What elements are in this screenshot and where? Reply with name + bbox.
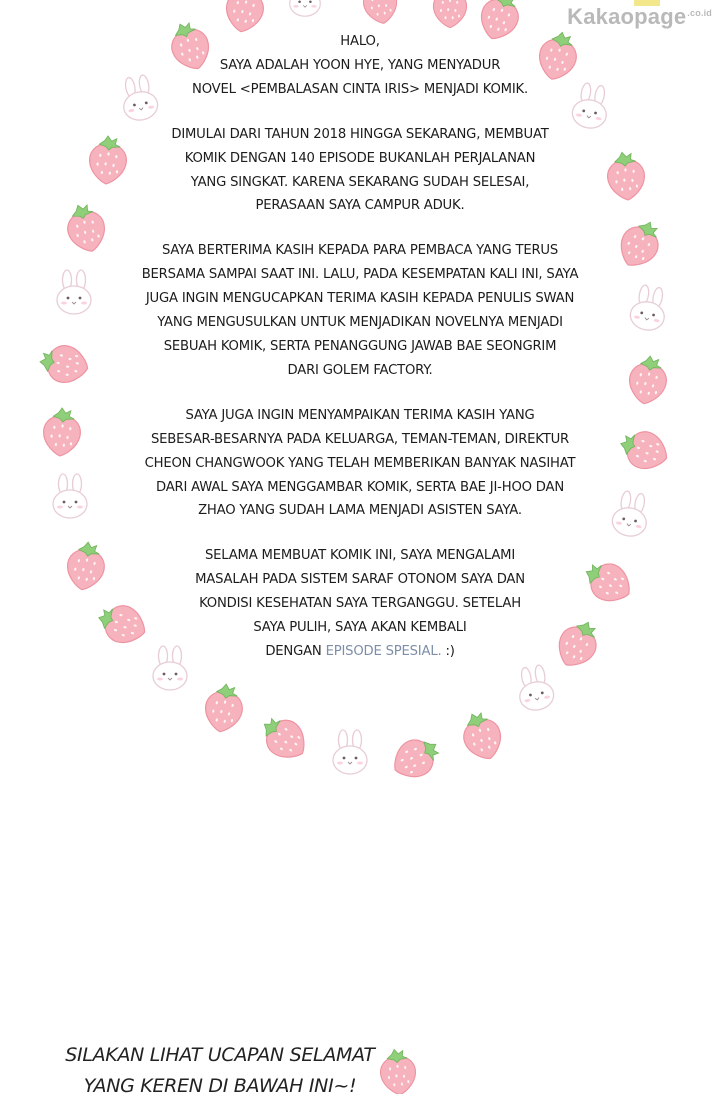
message-line: CHEON CHANGWOOK YANG TELAH MEMBERIKAN BANYAK NASIHAT: [144, 455, 576, 471]
bunny-icon: [53, 474, 87, 518]
message-line: NOVEL <PEMBALASAN CINTA IRIS> MENJADI KOMIK.: [192, 81, 528, 97]
footer-strawberry-icon: [378, 1048, 418, 1094]
strawberry-icon: [360, 0, 400, 26]
message-line: DARI GOLEM FACTORY.: [287, 362, 433, 378]
special-episode-link[interactable]: EPISODE SPESIAL.: [325, 643, 442, 659]
message-line: KONDISI KESEHATAN SAYA TERGANGGU. SETELAH: [199, 596, 521, 612]
strawberry-icon: [254, 708, 314, 767]
message-line: SAYA ADALAH YOON HYE, YANG MENYADUR: [219, 57, 501, 73]
message-line: [120, 640, 600, 664]
strawberry-icon: [433, 0, 466, 28]
watermark-suffix: .co.id: [687, 7, 712, 18]
message-line-prefix: DENGAN: [265, 643, 326, 659]
message-paragraph: [120, 404, 600, 524]
message-paragraph: [120, 544, 600, 664]
message-line: YANG SINGKAT. KARENA SEKARANG SUDAH SELESAI,: [190, 174, 530, 190]
strawberry-icon: [615, 425, 673, 476]
bunny-icon: [610, 489, 651, 538]
message-line: DIMULAI DARI TAHUN 2018 HINGGA SEKARANG, MEMBUAT: [171, 126, 549, 142]
message-line: PERASAAN SAYA CAMPUR ADUK.: [255, 198, 465, 214]
bunny-icon: [290, 0, 321, 16]
strawberry-icon: [606, 150, 647, 201]
message-line: SAYA JUGA INGIN MENYAMPAIKAN TERIMA KASIH YANG: [185, 407, 535, 423]
strawberry-icon: [37, 342, 91, 387]
bunny-icon: [57, 270, 91, 314]
strawberry-icon: [379, 1048, 418, 1094]
strawberry-icon: [457, 707, 508, 765]
message-line: SELAMA MEMBUAT KOMIK INI, SAYA MENGALAMI: [204, 548, 516, 564]
message-line: DARI AWAL SAYA MENGGAMBAR KOMIK, SERTA BAE JI-HOO DAN: [155, 479, 565, 495]
message-line: KOMIK DENGAN 140 EPISODE BUKANLAH PERJALANAN: [184, 150, 536, 166]
strawberry-icon: [62, 200, 110, 256]
message-line: JUGA INGIN MENGUCAPKAN TERIMA KASIH KEPADA PENULIS SWAN: [145, 291, 575, 307]
message-line: SEBUAH KOMIK, SERTA PENANGGUNG JAWAB BAE SEONGRIM: [163, 338, 557, 354]
strawberry-icon: [626, 353, 671, 407]
author-message: [120, 30, 600, 685]
message-line: SAYA PULIH, SAYA AKAN KEMBALI: [253, 620, 467, 636]
message-paragraph: [120, 123, 600, 219]
strawberry-icon: [202, 681, 247, 735]
bunny-icon: [628, 283, 669, 332]
footer-line: YANG KEREN DI BAWAH INI~!: [83, 1075, 357, 1097]
footer-line: SILAKAN LIHAT UCAPAN SELAMAT: [65, 1044, 375, 1066]
message-line: HALO,: [340, 34, 380, 49]
message-line: MASALAH PADA SISTEM SARAF OTONOM SAYA DAN: [195, 572, 525, 588]
message-line: YANG MENGUSULKAN UNTUK MENJADIKAN NOVELNYA MENJADI: [157, 315, 563, 331]
bunny-icon: [333, 730, 367, 774]
message-line: BERSAMA SAMPAI SAAT INI. LALU, PADA KESEMPATAN KALI INI, SAYA: [141, 267, 579, 283]
message-paragraph: [120, 30, 600, 102]
message-line: SAYA BERTERIMA KASIH KEPADA PARA PEMBACA YANG TERUS: [161, 243, 559, 259]
message-line: SEBESAR-BESARNYA PADA KELUARGA, TEMAN-TEMAN, DIREKTUR: [151, 431, 569, 447]
watermark-brand: Kakaopage: [567, 4, 687, 29]
message-line-suffix: :): [441, 643, 455, 659]
footer-caption: [0, 1040, 440, 1102]
strawberry-icon: [386, 730, 446, 786]
message-line: ZHAO YANG SUDAH LAMA MENJADI ASISTEN SAYA.: [198, 503, 522, 519]
strawberry-icon: [612, 214, 668, 274]
strawberry-icon: [42, 406, 83, 457]
strawberry-icon: [64, 539, 109, 593]
message-paragraph: [120, 239, 600, 382]
